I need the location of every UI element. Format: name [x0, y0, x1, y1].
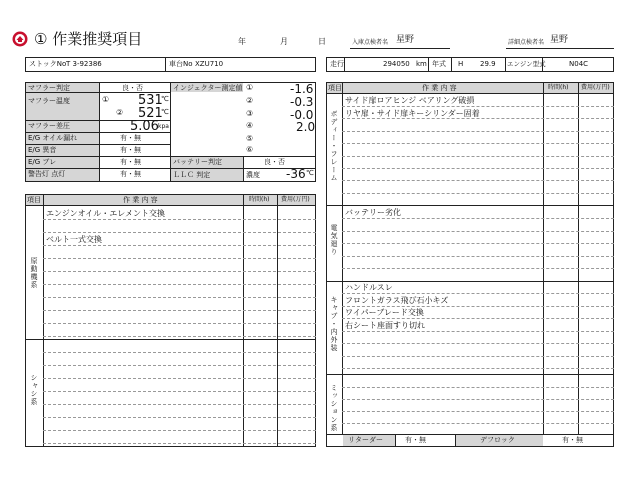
inspector-detail-label: 詳細点検者名 [508, 39, 545, 46]
row-rule [342, 156, 614, 157]
mileage-label: 走行 [330, 60, 344, 68]
row-rule [43, 391, 316, 392]
temp2-unit: ℃ [161, 108, 169, 116]
mileage-value: 294050 [383, 60, 410, 68]
row-rule [342, 399, 614, 400]
page-title: ① 作業推奨項目 [34, 30, 143, 48]
inj4-value: 2.0 [296, 120, 316, 134]
warning-label: 警告灯 点灯 [28, 170, 66, 178]
row-rule [342, 180, 614, 181]
inj2-value: -0.3 [290, 95, 314, 109]
inj5-no: ⑤ [246, 134, 254, 143]
inj6-no: ⑥ [246, 145, 254, 154]
row-rule [342, 411, 614, 412]
inspector-detail-name: 星野 [550, 35, 569, 45]
temp1-value: 531 [138, 93, 163, 108]
llc-conc-label: 濃度 [246, 171, 260, 179]
right-section-electric: 電気廻り [330, 224, 338, 256]
engine-label: エンジン型式 [507, 60, 546, 68]
row-rule [342, 218, 614, 219]
pressure-value: 5.06 [130, 119, 159, 134]
row-rule [342, 106, 614, 107]
right-work-table [326, 82, 614, 447]
noise-value: 有・無 [120, 146, 141, 154]
year-value: 29.9 [480, 60, 496, 68]
row-rule [43, 336, 316, 337]
left-col-item: 項目 [27, 196, 41, 204]
inj2-no: ② [246, 96, 254, 105]
right-col-work: 作 業 内 容 [422, 84, 457, 92]
left-work-item-2: ベルト一式交換 [46, 235, 102, 244]
row-rule [342, 256, 614, 257]
llc-unit: ℃ [306, 169, 314, 177]
oil-leak-value: 有・無 [120, 134, 141, 142]
row-rule [342, 387, 614, 388]
inspector-in-name: 星野 [396, 35, 415, 45]
row-rule [342, 293, 614, 294]
left-section-chassis: シャシ系 [30, 374, 38, 406]
retarder-value: 有・無 [405, 436, 426, 444]
inj1-no: ① [246, 83, 254, 92]
cab-item-1: ハンドルスレ [345, 283, 393, 292]
row-rule [342, 268, 614, 269]
year-label: 年式 [432, 60, 446, 68]
cab-item-4: 右シート座面すり切れ [345, 321, 425, 330]
row-rule [43, 284, 316, 285]
row-rule [342, 306, 614, 307]
row-rule [43, 297, 316, 298]
cab-item-3: ワイパーブレード交換 [345, 308, 424, 317]
left-section-engine: 原動機系 [30, 257, 38, 289]
row-rule [342, 318, 614, 319]
row-rule [43, 378, 316, 379]
row-rule [43, 352, 316, 353]
inj1-value: -1.6 [290, 82, 314, 96]
inj3-value: -0.0 [290, 108, 314, 122]
left-col-cost: 費用(万円) [281, 196, 310, 203]
row-rule [43, 443, 316, 444]
shake-value: 有・無 [120, 158, 141, 166]
temp2-value: 521 [138, 106, 163, 121]
engine-value: N04C [569, 60, 589, 68]
muffler-pressure-label: マフラー差圧 [28, 122, 70, 130]
date-day-label: 日 [318, 37, 326, 46]
llc-label: ＬＬＣ 判定 [173, 171, 211, 179]
row-rule [342, 193, 614, 194]
right-section-mission: ミッション系 [330, 384, 338, 432]
row-rule [342, 368, 614, 369]
row-rule [342, 131, 614, 132]
body-item-1: サイド扉ロアヒンジ ベアリング破損 [345, 96, 475, 105]
difflock-value: 有・無 [562, 436, 583, 444]
era-value: H [458, 60, 464, 68]
left-col-time: 時間(h) [249, 196, 270, 203]
temp1-no: ① [102, 95, 110, 104]
muffler-judge-label: マフラー判定 [28, 84, 70, 92]
row-rule [43, 219, 316, 220]
row-rule [43, 232, 316, 233]
row-rule [43, 430, 316, 431]
row-rule [43, 323, 316, 324]
right-col-time: 時間(h) [548, 84, 569, 91]
cab-item-2: フロントガラス飛び石小キズ [345, 296, 449, 305]
inspector-in-label: 入庫点検者名 [352, 39, 389, 46]
row-rule [43, 417, 316, 418]
temp2-no: ② [116, 108, 124, 117]
row-rule [342, 168, 614, 169]
pressure-unit: kpa [158, 123, 169, 130]
row-rule [43, 258, 316, 259]
shake-label: E/G ブレ [28, 158, 57, 166]
mileage-unit: km [416, 60, 427, 68]
oil-leak-label: E/G オイル漏れ [28, 134, 78, 142]
retarder-label: リターダー [348, 436, 383, 444]
muffler-judge-value: 良・否 [122, 84, 143, 92]
right-col-cost: 費用(万円) [581, 84, 610, 91]
row-rule [43, 310, 316, 311]
difflock-label: デフロック [480, 436, 515, 444]
battery-value: 良・否 [264, 158, 285, 166]
body-item-2: リヤ扉・サイド扉キーシリンダー固着 [345, 109, 480, 118]
right-col-item: 項目 [328, 84, 342, 92]
stock-label: ストックNo [29, 60, 67, 68]
llc-value: -36 [286, 167, 306, 181]
row-rule [43, 365, 316, 366]
right-section-body: ボディー・フレーム [330, 110, 338, 182]
date-year-label: 年 [238, 37, 246, 46]
noise-label: E/G 異音 [28, 146, 57, 154]
chassis-value: XZU710 [195, 60, 224, 68]
row-rule [43, 404, 316, 405]
company-logo [12, 31, 28, 47]
row-rule [342, 118, 614, 119]
row-rule [43, 245, 316, 246]
row-rule [342, 343, 614, 344]
chassis-label: 車台No [169, 60, 193, 68]
row-rule [342, 143, 614, 144]
left-work-item-1: エンジンオイル・エレメント交換 [46, 209, 165, 218]
right-section-cab: キャブ・内外装 [330, 296, 338, 352]
warning-value: 有・無 [120, 170, 141, 178]
row-rule [342, 231, 614, 232]
row-rule [342, 243, 614, 244]
battery-label: バッテリー判定 [173, 158, 222, 166]
inj3-no: ③ [246, 109, 254, 118]
inj4-no: ④ [246, 121, 254, 130]
row-rule [342, 423, 614, 424]
electric-item-1: バッテリー劣化 [345, 208, 401, 217]
row-rule [342, 356, 614, 357]
row-rule [43, 271, 316, 272]
stock-value: T 3-92386 [66, 60, 102, 68]
injector-label: インジェクター測定値 [173, 84, 243, 92]
muffler-temp-label: マフラー温度 [28, 97, 70, 105]
left-col-work: 作 業 内 容 [123, 196, 158, 204]
date-month-label: 月 [280, 37, 288, 46]
row-rule [342, 331, 614, 332]
temp1-unit: ℃ [161, 95, 169, 103]
